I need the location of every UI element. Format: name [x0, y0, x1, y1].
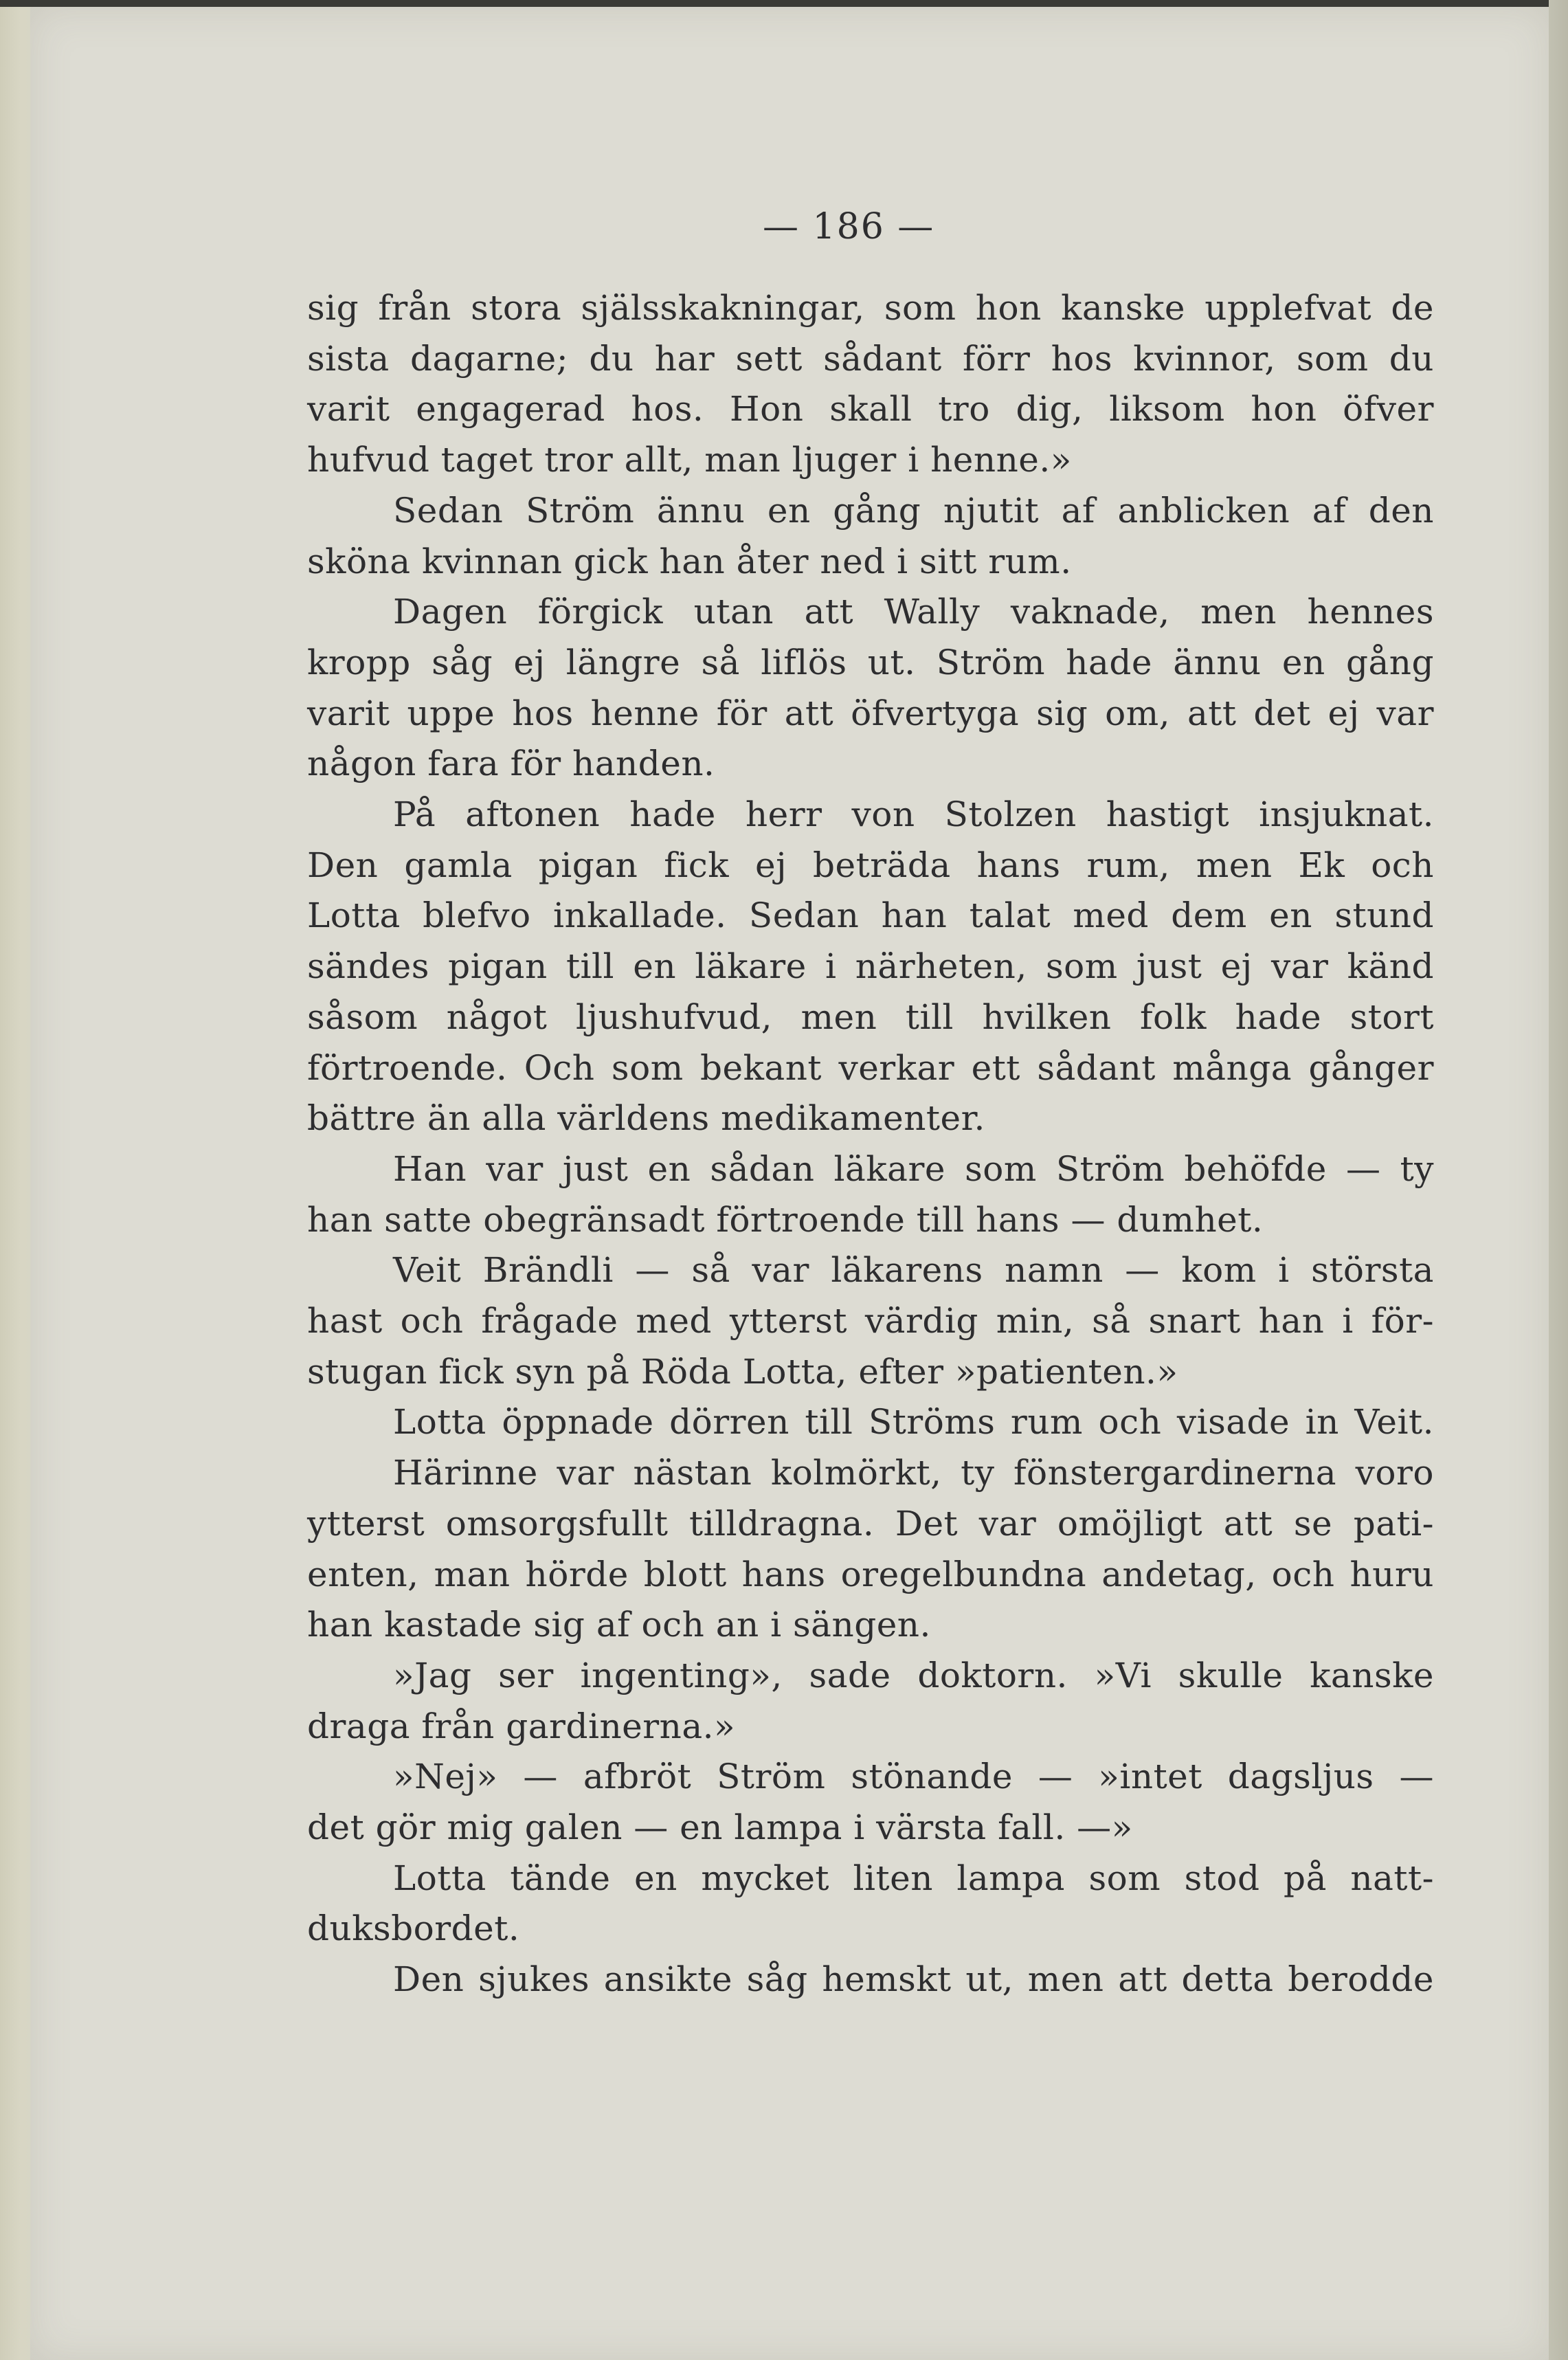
text-line: Lotta tände en mycket liten lampa som stod på natt- [393, 1858, 1434, 1898]
text-line: Lotta öppnade dörren till Ströms rum och visade in Veit. [393, 1402, 1434, 1442]
text-line: det gör mig galen — en lampa i värsta fall. —» [307, 1807, 1133, 1847]
text-line: sista dagarne; du har sett sådant förr hos kvinnor, som du [307, 339, 1434, 379]
text-line: Den sjukes ansikte såg hemskt ut, men att detta berodde [393, 1959, 1434, 1999]
text-line: såsom något ljushufvud, men till hvilken folk hade stort [307, 997, 1434, 1037]
text-line: Lotta blefvo inkallade. Sedan han talat med dem en stund [307, 895, 1434, 935]
text-line: hufvud taget tror allt, man ljuger i henne.» [307, 440, 1072, 480]
text-line: Veit Brändli — så var läkarens namn — kom i största [393, 1250, 1434, 1290]
text-line: enten, man hörde blott hans oregelbundna andetag, och huru [307, 1555, 1434, 1594]
text-line: sig från stora själsskakningar, som hon kanske upplefvat de [307, 288, 1434, 328]
text-line: kropp såg ej längre så liflös ut. Ström hade ännu en gång [307, 643, 1434, 682]
text-line: förtroende. Och som bekant verkar ett sådant många gånger [307, 1048, 1434, 1088]
text-line: Den gamla pigan fick ej beträda hans rum, men Ek och [307, 845, 1434, 885]
text-line: Sedan Ström ännu en gång njutit af anblicken af den [393, 491, 1434, 531]
text-line: duksbordet. [307, 1908, 520, 1948]
text-line: någon fara för handen. [307, 744, 715, 783]
text-line: På aftonen hade herr von Stolzen hastigt insjuknat. [393, 794, 1434, 834]
text-line: hast och frågade med ytterst värdig min, så snart han i för- [307, 1301, 1434, 1341]
text-line: Härinne var nästan kolmörkt, ty fönstergardinerna voro [393, 1453, 1434, 1493]
text-line: Han var just en sådan läkare som Ström behöfde — ty [393, 1149, 1434, 1189]
text-line: han satte obegränsadt förtroende till hans — dumhet. [307, 1200, 1264, 1240]
text-line: varit uppe hos henne för att öfvertyga sig om, att det ej var [307, 693, 1434, 733]
text-line: sändes pigan till en läkare i närheten, som just ej var känd [307, 946, 1434, 986]
text-line: Dagen förgick utan att Wally vaknade, men hennes [393, 592, 1434, 632]
text-line: »Nej» — afbröt Ström stönande — »intet dagsljus — [393, 1757, 1434, 1796]
text-line: han kastade sig af och an i sängen. [307, 1605, 931, 1645]
page-number: — 186 — [763, 206, 935, 247]
text-line: ytterst omsorgsfullt tilldragna. Det var omöjligt att se pati- [307, 1504, 1434, 1544]
text-line: sköna kvinnan gick han åter ned i sitt rum. [307, 542, 1072, 581]
text-line: »Jag ser ingenting», sade doktorn. »Vi skulle kanske [393, 1656, 1434, 1695]
text-line: stugan fick syn på Röda Lotta, efter »patienten.» [307, 1352, 1178, 1392]
text-line: draga från gardinerna.» [307, 1706, 736, 1746]
text-line: varit engagerad hos. Hon skall tro dig, liksom hon öfver [307, 389, 1434, 429]
text-line: bättre än alla världens medikamenter. [307, 1098, 985, 1138]
